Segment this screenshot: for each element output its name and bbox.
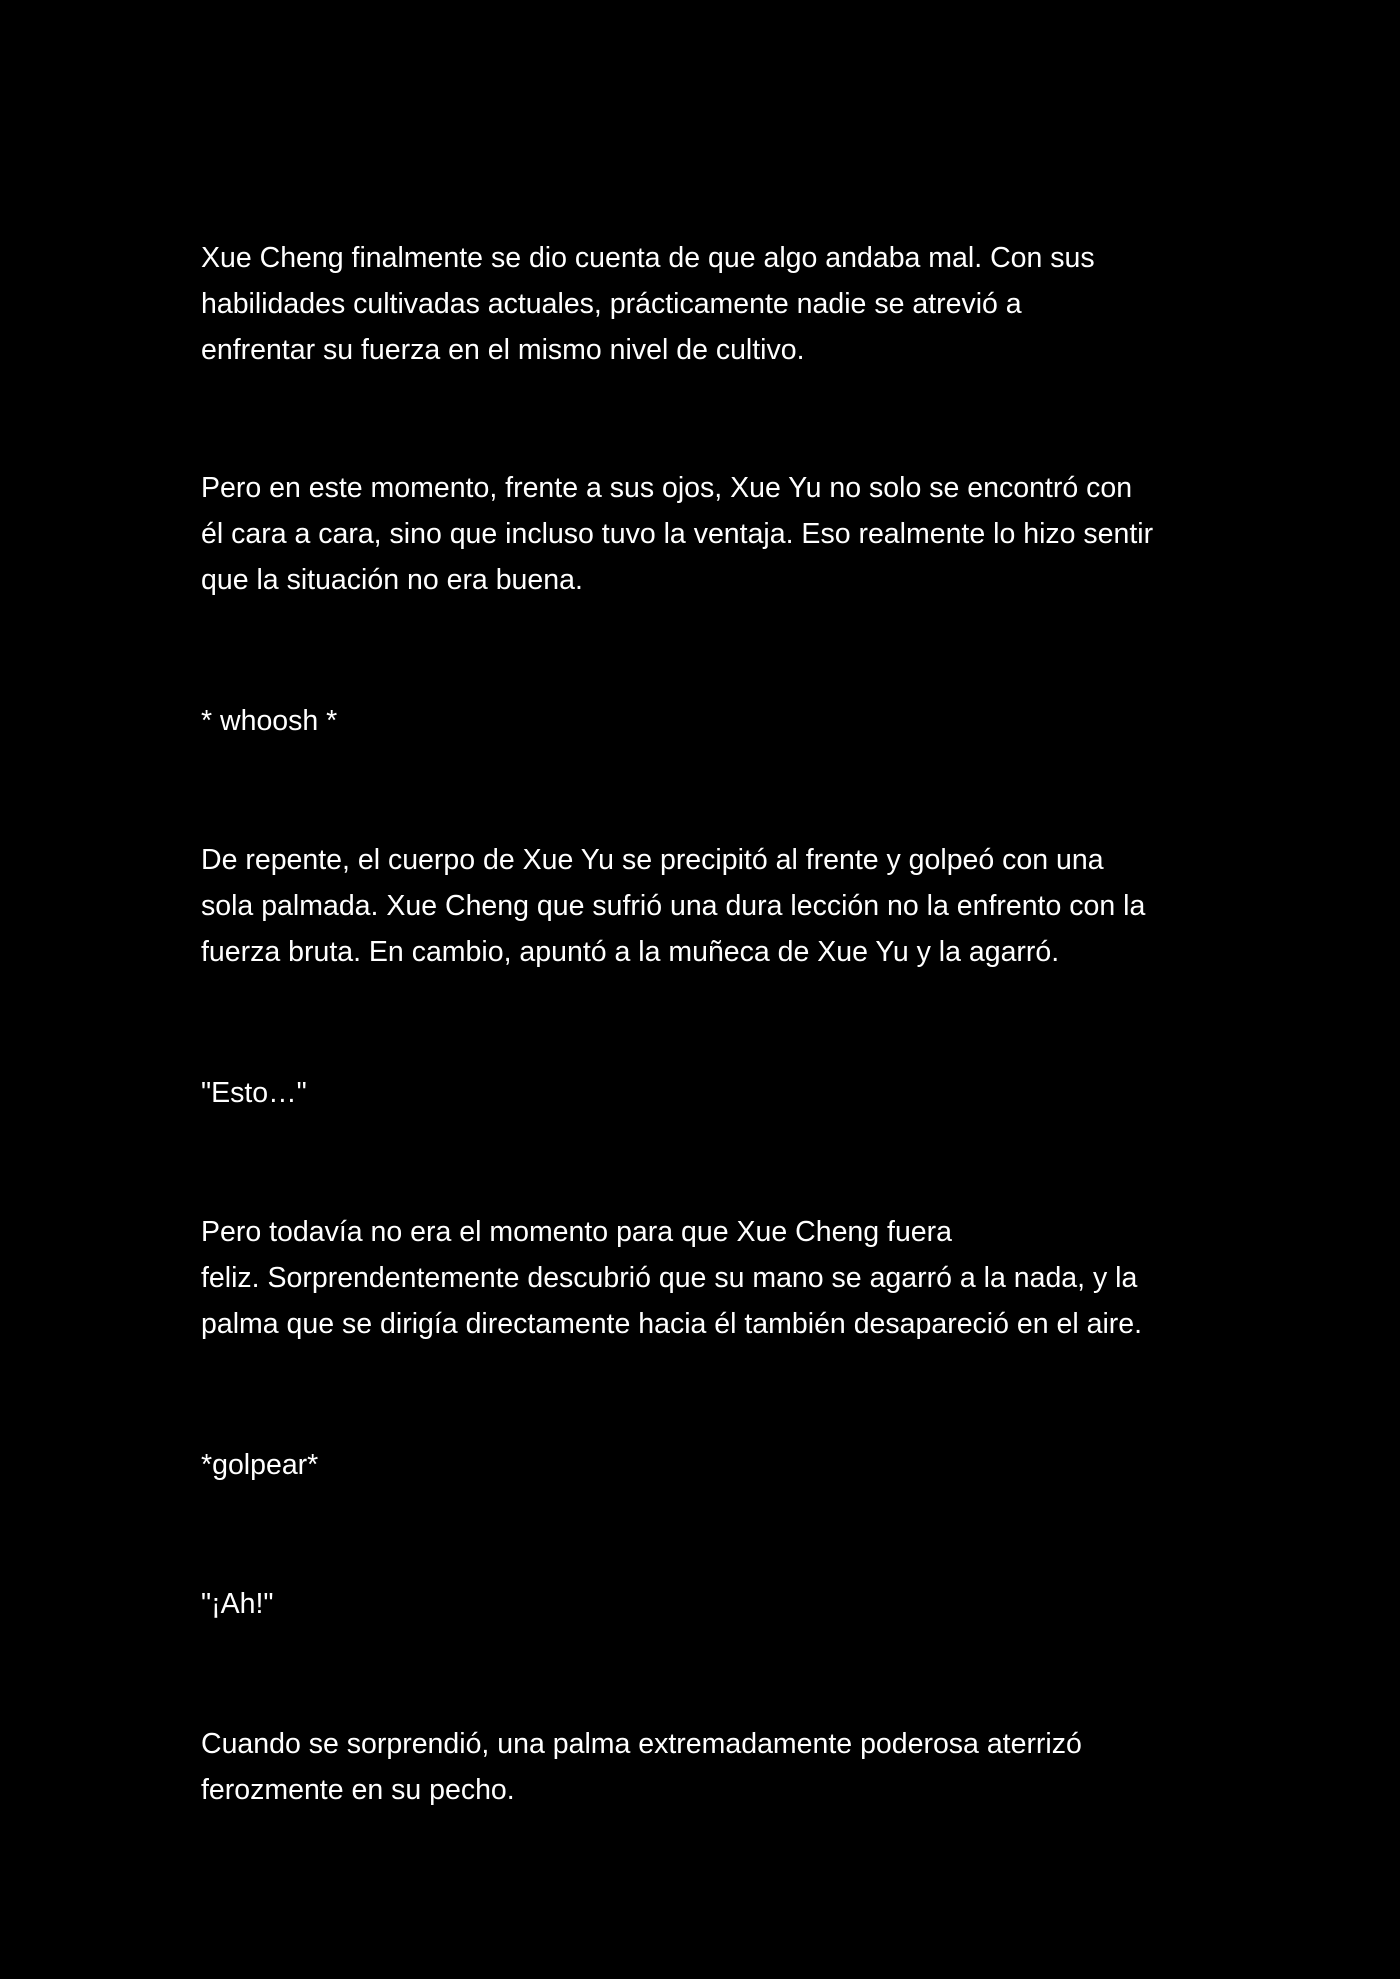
- text-line: *golpear*: [201, 1449, 319, 1481]
- text-line: * whoosh *: [201, 705, 338, 737]
- paragraph-sound-effect: [201, 698, 1211, 744]
- text-line: Pero en este momento, frente a sus ojos, Xue Yu no solo se encontró con: [201, 472, 1133, 504]
- paragraph-dialogue: [201, 1070, 1211, 1116]
- text-line: palma que se dirigía directamente hacia él también desapareció en el aire.: [201, 1308, 1143, 1340]
- text-line: "¡Ah!": [201, 1588, 274, 1620]
- paragraph: [201, 235, 1211, 373]
- paragraph: [201, 1209, 1211, 1347]
- text-line: ferozmente en su pecho.: [201, 1774, 515, 1806]
- text-line: Cuando se sorprendió, una palma extremadamente poderosa aterrizó: [201, 1728, 1082, 1760]
- paragraph: [201, 1721, 1211, 1813]
- text-line: De repente, el cuerpo de Xue Yu se precipitó al frente y golpeó con una: [201, 844, 1104, 876]
- text-line: que la situación no era buena.: [201, 564, 583, 596]
- text-line: enfrentar su fuerza en el mismo nivel de cultivo.: [201, 334, 805, 366]
- paragraph: [201, 837, 1211, 975]
- text-line: sola palmada. Xue Cheng que sufrió una dura lección no la enfrento con la: [201, 890, 1146, 922]
- paragraph-dialogue: [201, 1581, 1211, 1627]
- text-line: habilidades cultivadas actuales, prácticamente nadie se atrevió a: [201, 288, 1022, 320]
- paragraph: [201, 465, 1211, 603]
- text-line: Xue Cheng finalmente se dio cuenta de que algo andaba mal. Con sus: [201, 242, 1095, 274]
- text-line: feliz. Sorprendentemente descubrió que su mano se agarró a la nada, y la: [201, 1262, 1138, 1294]
- paragraph-sound-effect: [201, 1442, 1211, 1488]
- text-line: "Esto…": [201, 1077, 307, 1109]
- text-line: Pero todavía no era el momento para que Xue Cheng fuera: [201, 1216, 952, 1248]
- text-line: fuerza bruta. En cambio, apuntó a la muñeca de Xue Yu y la agarró.: [201, 936, 1060, 968]
- text-line: él cara a cara, sino que incluso tuvo la ventaja. Eso realmente lo hizo sentir: [201, 518, 1154, 550]
